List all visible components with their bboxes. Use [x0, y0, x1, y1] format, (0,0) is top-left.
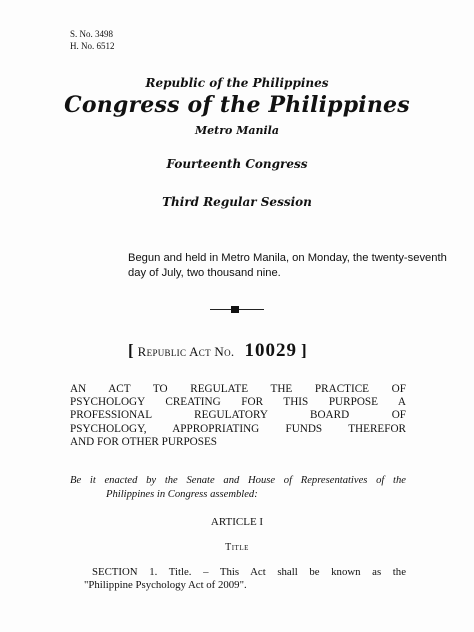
begun-line-1: Begun and held in Metro Manila, on Monday, the twenty-seventh: [128, 252, 447, 264]
enacting-clause-line-1: Be it enacted by the Senate and House of Representatives of the: [70, 475, 406, 486]
republic-act-number: [128, 340, 358, 362]
enacting-clause: [70, 474, 406, 502]
section-1-line-2: "Philippine Psychology Act of 2009".: [84, 579, 247, 591]
act-title-line-3: PROFESSIONAL REGULATORY BOARD OF: [70, 409, 406, 422]
act-title-line-2: PSYCHOLOGY CREATING FOR THIS PURPOSE A: [70, 396, 406, 409]
section-1: [70, 566, 406, 592]
article-heading: Title: [225, 542, 249, 553]
republic-act-label: Republic Act No.: [137, 344, 235, 359]
republic-act-digits: 10029: [244, 340, 297, 361]
act-title-line-4: PSYCHOLOGY, APPROPRIATING FUNDS THEREFOR: [70, 422, 406, 435]
congress-heading: Congress of the Philippines: [64, 92, 410, 118]
begun-statement: [128, 251, 447, 281]
location-heading: Metro Manila: [194, 124, 279, 137]
article-number: ARTICLE I: [210, 516, 264, 528]
enacting-clause-line-2: Philippines in Congress assembled:: [106, 489, 258, 500]
act-title: [70, 383, 406, 449]
congress-number-heading: Fourteenth Congress: [166, 157, 308, 171]
section-1-line-1: SECTION 1. Title. – This Act shall be known as the: [92, 566, 406, 578]
republic-heading: Republic of the Philippines: [145, 76, 329, 90]
act-title-line-1: AN ACT TO REGULATE THE PRACTICE OF: [70, 383, 406, 395]
act-title-line-5: AND FOR OTHER PURPOSES: [70, 435, 218, 448]
close-bracket: ]: [300, 341, 307, 360]
separator-ornament: [231, 306, 239, 313]
begun-line-2: day of July, two thousand nine.: [128, 267, 281, 279]
open-bracket: [: [128, 341, 134, 360]
session-heading: Third Regular Session: [162, 195, 312, 209]
bill-numbers: [70, 28, 115, 52]
senate-bill-number: S. No. 3498: [70, 29, 114, 39]
house-bill-number: H. No. 6512: [70, 41, 115, 51]
